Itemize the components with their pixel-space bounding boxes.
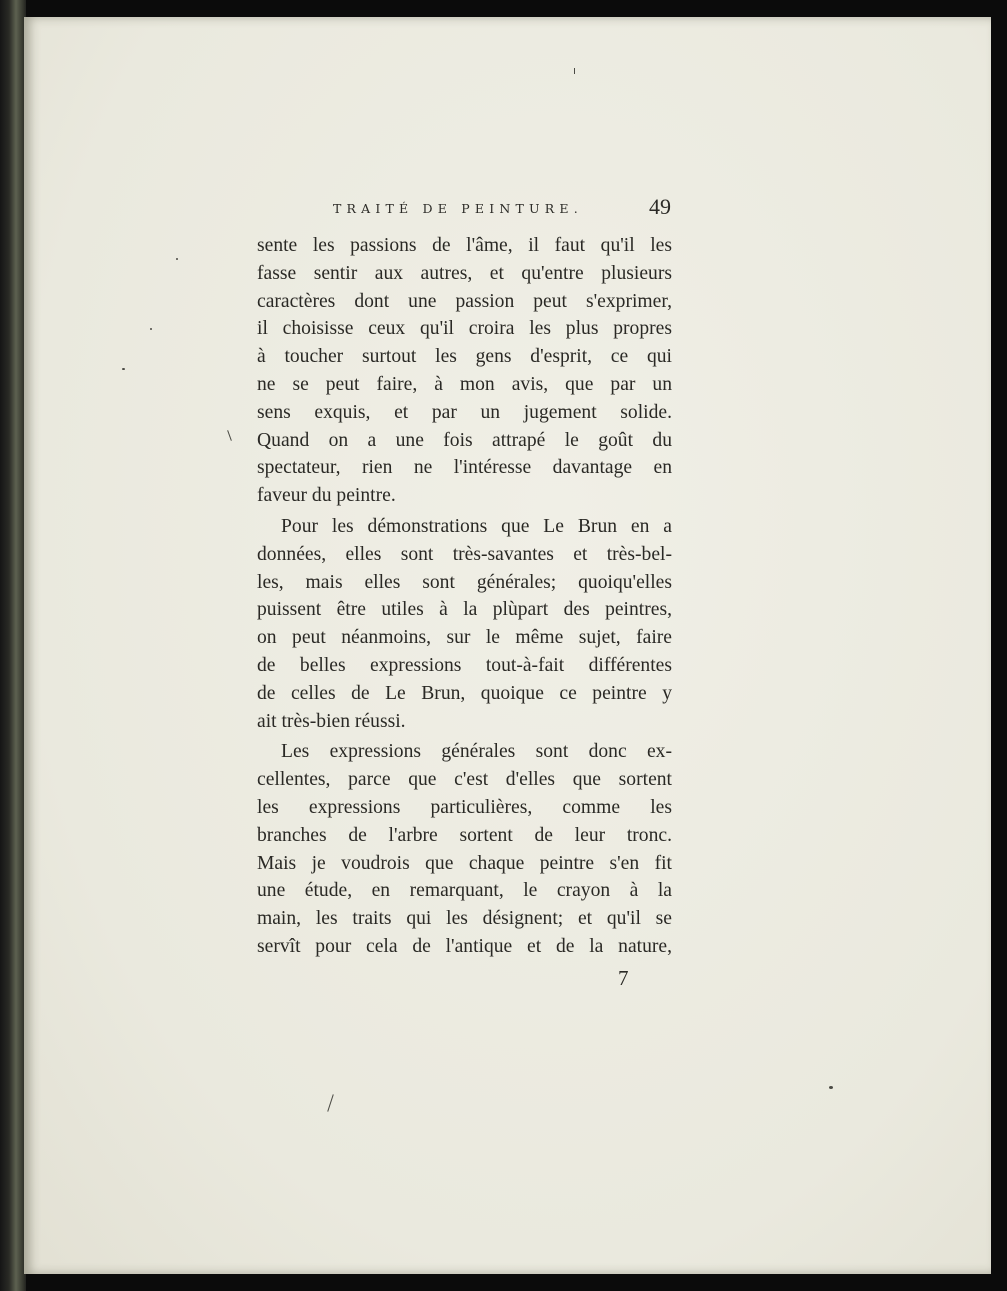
text-line: branches de l'arbre sortent de leur tronc. — [257, 824, 672, 846]
signature-mark: 7 — [618, 966, 629, 990]
book-binding-edge — [0, 0, 26, 1291]
text-line: les expressions particulières, comme les — [257, 796, 672, 818]
text-line: main, les traits qui les désignent; et qu'il se — [257, 908, 672, 930]
paper-speck — [829, 1086, 833, 1089]
paper-speck — [176, 258, 178, 260]
text-line: fasse sentir aux autres, et qu'entre plusieurs — [257, 262, 672, 284]
text-line: faveur du peintre. — [257, 485, 396, 507]
text-line: de belles expressions tout-à-fait différentes — [257, 654, 672, 676]
running-head — [333, 194, 673, 219]
text-line: cellentes, parce que c'est d'elles que sortent — [257, 769, 672, 791]
running-title: TRAITÉ DE PEINTURE. — [333, 201, 583, 216]
text-line: Quand on a une fois attrapé le goût du — [257, 429, 672, 451]
text-line: sens exquis, et par un jugement solide. — [257, 401, 672, 423]
text-line: caractères dont une passion peut s'exprimer, — [257, 290, 672, 312]
text-line: données, elles sont très-savantes et très-bel- — [257, 543, 672, 565]
paper-speck — [150, 328, 152, 330]
paper-speck — [122, 368, 125, 370]
text-line: ait très-bien réussi. — [257, 710, 406, 732]
text-line: il choisisse ceux qu'il croira les plus propres — [257, 318, 672, 340]
text-line: servît pour cela de l'antique et de la nature, — [257, 935, 672, 957]
text-line: on peut néanmoins, sur le même sujet, faire — [257, 627, 672, 649]
text-line: Pour les démonstrations que Le Brun en a — [281, 515, 672, 537]
text-line: les, mais elles sont générales; quoiqu'elles — [257, 571, 672, 593]
text-line: une étude, en remarquant, le crayon à la — [257, 880, 672, 902]
text-line: Mais je voudrois que chaque peintre s'en fit — [257, 852, 672, 874]
text-line: sente les passions de l'âme, il faut qu'il les — [257, 235, 672, 256]
text-line: Les expressions générales sont donc ex- — [281, 741, 672, 763]
page-number: 49 — [649, 194, 671, 219]
text-line: ne se peut faire, à mon avis, que par un — [257, 373, 672, 395]
text-line: à toucher surtout les gens d'esprit, ce qui — [257, 346, 672, 368]
paper-speck — [574, 68, 575, 74]
text-line: spectateur, rien ne l'intéresse davantage en — [257, 457, 672, 479]
text-line: de celles de Le Brun, quoique ce peintre y — [257, 682, 672, 704]
text-line: puissent être utiles à la plùpart des peintres, — [257, 599, 672, 621]
body-text — [257, 232, 672, 961]
